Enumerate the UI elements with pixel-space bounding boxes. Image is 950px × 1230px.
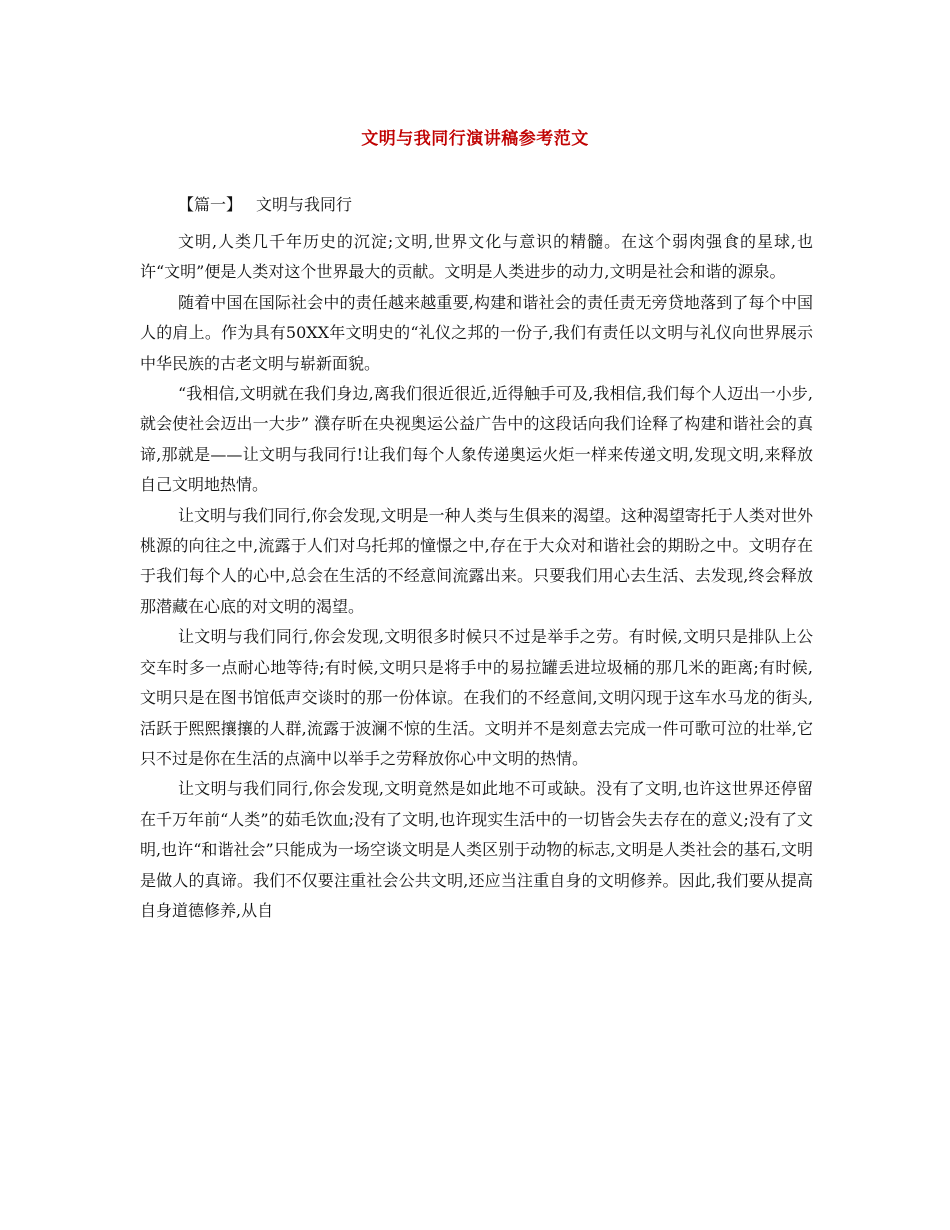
paragraph: 文明,人类几千年历史的沉淀;文明,世界文化与意识的精髓。在这个弱肉强食的星球,也许“文明”便是人类对这个世界最大的贡献。文明是人类进步的动力,文明是社会和谐的源泉。 <box>140 232 813 282</box>
section-heading <box>178 193 352 217</box>
paragraph: “我相信,文明就在我们身边,离我们很近很近,近得触手可及,我相信,我们每个人迈出一小步,就会使社会迈出一大步” 濮存昕在央视奥运公益广告中的这段话向我们诠释了构建和谐社会的真谛,那就是——让文明与我同行!让我们每个人象传递奥运火炬一样来传递文明,发现文明,来释放自己文明地热情。 <box>140 384 813 495</box>
paragraph: 随着中国在国际社会中的责任越来越重要,构建和谐社会的责任责无旁贷地落到了每个中国人的肩上。作为具有50XX年文明史的“礼仪之邦的一份子,我们有责任以文明与礼仪向世界展示中华民族的古老文明与崭新面貌。 <box>140 292 813 373</box>
paragraph: 让文明与我们同行,你会发现,文明竟然是如此地不可或缺。没有了文明,也许这世界还停留在千万年前“人类”的茹毛饮血;没有了文明,也许现实生活中的一切皆会失去存在的意义;没有了文明,也许“和谐社会”只能成为一场空谈文明是人类区别于动物的标志,文明是人类社会的基石,文明是做人的真谛。我们不仅要注重社会公共文明,还应当注重自身的文明修养。因此,我们要从提高自身道德修养,从自 <box>140 779 813 920</box>
document-title: 文明与我同行演讲稿参考范文 <box>361 129 589 149</box>
section-title: 文明与我同行 <box>256 195 353 214</box>
paragraph: 让文明与我们同行,你会发现,文明是一种人类与生俱来的渴望。这种渴望寄托于人类对世外桃源的向往之中,流露于人们对乌托邦的憧憬之中,存在于大众对和谐社会的期盼之中。文明存在于我们每个人的心中,总会在生活的不经意间流露出来。只要我们用心去生活、去发现,终会释放那潜藏在心底的对文明的渴望。 <box>140 505 813 616</box>
document-body <box>140 227 813 926</box>
section-label: 【篇一】 <box>178 195 243 214</box>
paragraph: 让文明与我们同行,你会发现,文明很多时候只不过是举手之劳。有时候,文明只是排队上公交车时多一点耐心地等待;有时候,文明只是将手中的易拉罐丢进垃圾桶的那几米的距离;有时候,文明只是在图书馆低声交谈时的那一份体谅。在我们的不经意间,文明闪现于这车水马龙的街头,活跃于熙熙攘攘的人群,流露于波澜不惊的生活。文明并不是刻意去完成一件可歌可泣的壮举,它只不过是你在生活的点滴中以举手之劳释放你心中文明的热情。 <box>140 627 813 768</box>
